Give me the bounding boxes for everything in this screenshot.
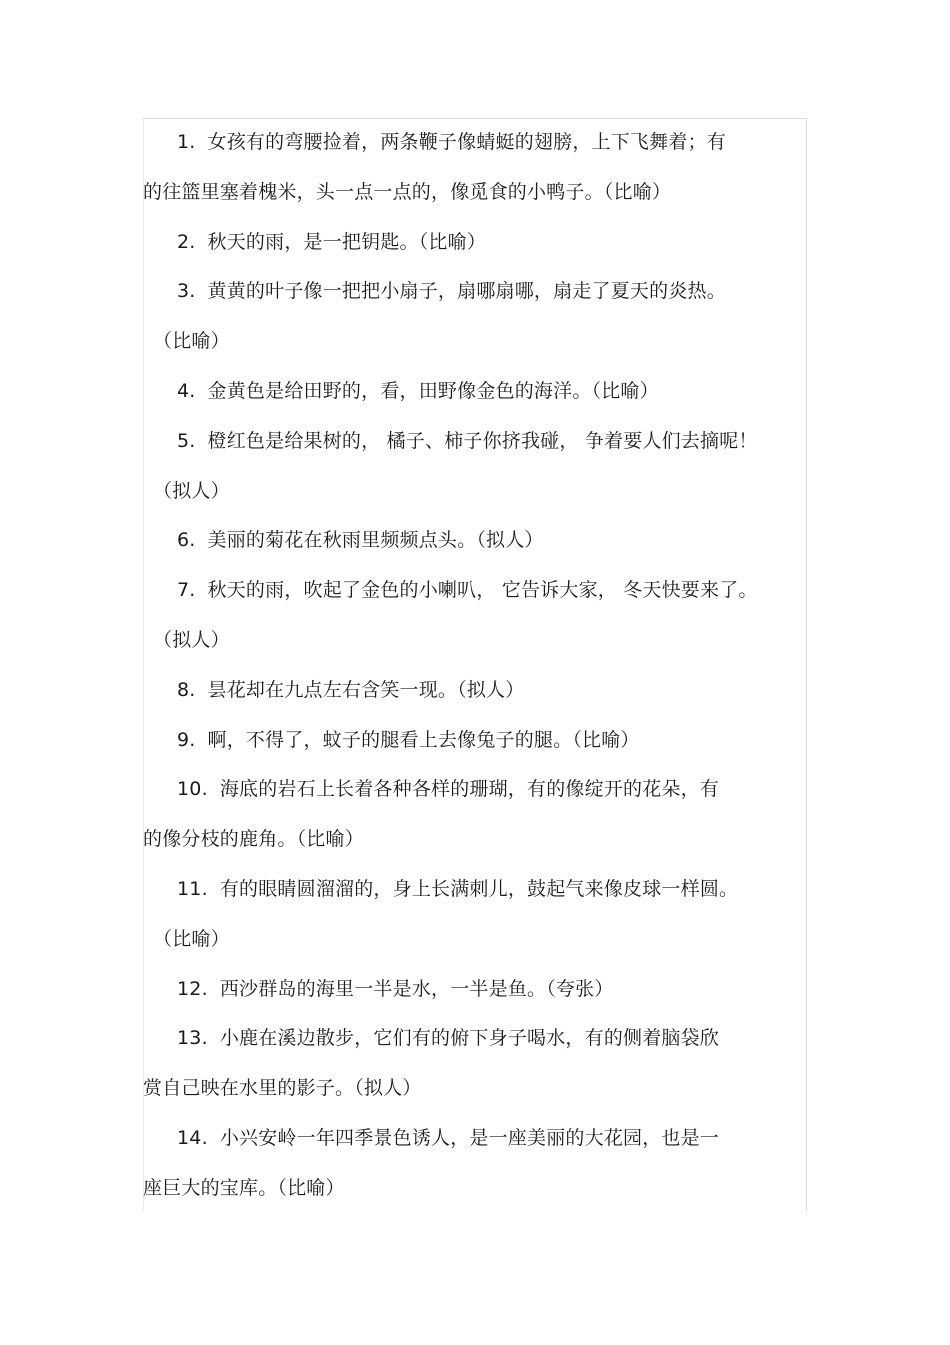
item-number: 10. [177, 778, 208, 801]
sentence-item [143, 865, 807, 915]
item-number: 2. [177, 230, 196, 253]
sentence-item [143, 1014, 807, 1064]
sentence-item [143, 716, 807, 766]
item-number: 11. [177, 877, 208, 900]
sentence-item [143, 666, 807, 716]
sentence-item [143, 566, 807, 616]
sentence-item [143, 118, 807, 168]
item-text: 橙红色是给果树的， 橘子、柿子你挤我碰， 争着要人们去摘呢！ [207, 429, 758, 452]
item-text: 黄黄的叶子像一把把小扇子，扇哪扇哪，扇走了夏天的炎热。 [207, 280, 726, 303]
item-text: 秋天的雨，吹起了金色的小喇叭， 它告诉大家， 冬天快要来了。 [207, 579, 758, 602]
item-number: 4. [177, 379, 196, 402]
sentence-continuation: 的像分枝的鹿角。（比喻） [143, 828, 364, 851]
item-number: 5. [177, 429, 196, 452]
sentence-item [143, 516, 807, 566]
item-number: 13. [177, 1027, 208, 1050]
item-number: 6. [177, 529, 196, 552]
item-text: 啊，不得了，蚊子的腿看上去像兔子的腿。（比喻） [207, 728, 640, 751]
sentence-continuation: （拟人） [153, 479, 230, 502]
sentence-item [143, 367, 807, 417]
item-text: 秋天的雨，是一把钥匙。（比喻） [207, 230, 487, 253]
item-text: 昙花却在九点左右含笑一现。（拟人） [207, 678, 525, 701]
sentence-continuation: 的往篮里塞着槐米，头一点一点的，像觅食的小鸭子。（比喻） [143, 180, 672, 203]
sentence-item [143, 965, 807, 1015]
sentence-item [143, 218, 807, 268]
sentence-list [143, 118, 807, 1214]
sentence-continuation: （比喻） [153, 330, 230, 353]
sentence-item [143, 417, 807, 467]
sentence-item [143, 267, 807, 317]
item-text: 小鹿在溪边散步，它们有的俯下身子喝水，有的侧着脑袋欣 [219, 1027, 720, 1050]
item-text: 有的眼睛圆溜溜的，身上长满刺儿，鼓起气来像皮球一样圆。 [219, 877, 739, 900]
item-number: 12. [177, 977, 208, 1000]
item-number: 7. [177, 579, 196, 602]
sentence-continuation: 座巨大的宝库。（比喻） [143, 1176, 345, 1199]
item-text: 西沙群岛的海里一半是水，一半是鱼。（夸张） [219, 977, 614, 1000]
item-number: 9. [177, 728, 196, 751]
sentence-continuation: 赏自己映在水里的影子。（拟人） [143, 1077, 422, 1100]
item-text: 女孩有的弯腰捡着，两条鞭子像蜻蜓的翅膀，上下飞舞着；有 [207, 131, 726, 153]
item-number: 14. [177, 1126, 208, 1149]
item-text: 金黄色是给田野的，看，田野像金色的海洋。（比喻） [207, 379, 659, 402]
sentence-item [143, 765, 807, 815]
item-text: 美丽的菊花在秋雨里频频点头。（拟人） [207, 529, 544, 552]
sentence-continuation: （比喻） [153, 927, 230, 950]
item-number: 8. [177, 678, 196, 701]
sentence-item [143, 1114, 807, 1164]
item-text: 海底的岩石上长着各种各样的珊瑚，有的像绽开的花朵，有 [219, 778, 720, 801]
sentence-continuation: （拟人） [153, 628, 230, 651]
item-text: 小兴安岭一年四季景色诱人，是一座美丽的大花园，也是一 [219, 1126, 720, 1149]
item-number: 1. [177, 131, 196, 153]
item-number: 3. [177, 280, 196, 303]
